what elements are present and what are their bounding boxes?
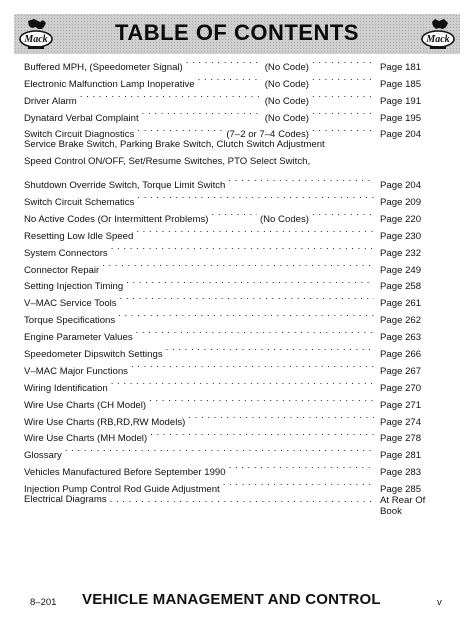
- dot-leader: [110, 492, 374, 509]
- toc-entry-page: At Rear Of Book: [380, 495, 426, 518]
- svg-text:Mack: Mack: [24, 34, 48, 45]
- toc-entry-page: Page 258: [380, 281, 422, 293]
- toc-entry-page: Page 261: [380, 298, 422, 310]
- dot-leader: [80, 87, 262, 104]
- toc-entry-title: Shutdown Override Switch, Torque Limit Switch: [24, 180, 226, 192]
- toc-entry-title: Setting Injection Timing: [24, 281, 124, 293]
- toc-entry-title: Wire Use Charts (RB,RD,RW Models): [24, 416, 186, 428]
- toc-entry-title: Speedometer Dipswitch Settings: [24, 349, 163, 361]
- footer-roman-numeral: v: [437, 597, 442, 608]
- toc-entry-page: Page 271: [380, 399, 422, 411]
- dot-leader: [312, 104, 374, 121]
- dot-leader: [136, 222, 374, 239]
- toc-entry-code: (No Codes): [259, 213, 309, 225]
- toc-entry-page: Page 262: [380, 315, 422, 327]
- toc-entry-title: No Active Codes (Or Intermittent Problems): [24, 213, 209, 225]
- toc-entry-page: Page 204: [380, 129, 422, 141]
- toc-entry-title: Driver Alarm: [24, 95, 77, 107]
- dot-leader: [312, 53, 374, 70]
- footer-title: VEHICLE MANAGEMENT AND CONTROL: [82, 591, 381, 608]
- dot-leader: [150, 425, 374, 442]
- header-banner: [14, 14, 460, 54]
- dot-leader: [186, 53, 262, 70]
- toc-entry-title: Injection Pump Control Rod Guide Adjustment: [24, 484, 220, 496]
- toc-entry: [24, 171, 428, 192]
- toc-entry-code: (7–2 or 7–4 Codes): [226, 129, 309, 141]
- toc-entry-page: Page 283: [380, 467, 422, 479]
- dot-leader: [211, 205, 256, 222]
- toc-entry-page: Page 249: [380, 264, 422, 276]
- toc-entry-title: Engine Parameter Values: [24, 332, 133, 344]
- toc-entry-title: Switch Circuit Diagnostics: [24, 129, 135, 141]
- dot-leader: [166, 340, 374, 357]
- dot-leader: [312, 87, 374, 104]
- dot-leader: [126, 273, 374, 290]
- toc-entry-title: Glossary: [24, 450, 62, 462]
- toc-entry-title: Switch Circuit Schematics: [24, 197, 135, 209]
- toc-entry: [24, 137, 428, 154]
- dot-leader: [149, 391, 374, 408]
- toc-entry-title: Resetting Low Idle Speed: [24, 230, 134, 242]
- dot-leader: [198, 70, 262, 87]
- dot-leader: [223, 475, 374, 492]
- bulldog-icon: [420, 17, 456, 51]
- toc-entry-title: Torque Specifications: [24, 315, 116, 327]
- toc-entry-code: (No Code): [264, 112, 309, 124]
- toc-entry-page: Page 285: [380, 484, 422, 496]
- toc-entry-code: (No Code): [264, 95, 309, 107]
- toc-entry-page: Page 220: [380, 213, 422, 225]
- toc-entry-page: Page 232: [380, 247, 422, 259]
- toc-entry-page: Page 209: [380, 197, 422, 209]
- toc-entry-page: Page 281: [380, 450, 422, 462]
- footer-page-number: 8–201: [30, 597, 57, 608]
- dot-leader: [111, 239, 374, 256]
- toc-entry-page: Page 270: [380, 382, 422, 394]
- toc-entry-page: Page 230: [380, 230, 422, 242]
- dot-leader: [137, 121, 223, 138]
- toc-entry: [24, 492, 428, 522]
- dot-leader: [118, 306, 374, 323]
- page-title: TABLE OF CONTENTS: [115, 20, 359, 45]
- toc-entry-title: V–MAC Major Functions: [24, 365, 128, 377]
- table-of-contents: [24, 53, 428, 522]
- toc-entry-page: Page 204: [380, 180, 422, 192]
- toc-entry-code: (No Code): [264, 61, 309, 73]
- toc-entry-title: Connector Repair: [24, 264, 100, 276]
- toc-entry-title: System Connectors: [24, 247, 108, 259]
- toc-entry-title: Buffered MPH, (Speedometer Signal): [24, 61, 183, 73]
- dot-leader: [136, 323, 374, 340]
- dot-leader: [312, 205, 374, 222]
- dot-leader: [65, 441, 374, 458]
- toc-entry: [24, 87, 428, 107]
- toc-entry-page: Page 274: [380, 416, 422, 428]
- toc-entry: [24, 458, 428, 479]
- dot-leader: [312, 121, 374, 138]
- toc-entry-title: Wire Use Charts (MH Model): [24, 433, 148, 445]
- svg-text:Mack: Mack: [426, 34, 450, 45]
- toc-entry-page: Page 263: [380, 332, 422, 344]
- dot-leader: [188, 408, 374, 425]
- dot-leader: [228, 171, 374, 188]
- toc-entry-page: Page 266: [380, 349, 422, 361]
- toc-entry-page: Page 181: [380, 61, 422, 73]
- dot-leader: [102, 256, 374, 273]
- mack-bulldog-logo-right: [420, 17, 456, 51]
- toc-entry-page: Page 267: [380, 365, 422, 377]
- toc-entry: [24, 53, 428, 73]
- toc-entry: [24, 104, 428, 124]
- dot-leader: [131, 357, 374, 374]
- dot-leader: [111, 374, 374, 391]
- toc-entry-code: (No Code): [264, 78, 309, 90]
- dot-leader: [120, 289, 374, 306]
- toc-entry-page: Page 185: [380, 78, 422, 90]
- toc-entry-title: Vehicles Manufactured Before September 1990: [24, 467, 226, 479]
- toc-entry-title: Electronic Malfunction Lamp Inoperative: [24, 78, 195, 90]
- toc-entry-page: Page 278: [380, 433, 422, 445]
- dot-leader: [229, 458, 374, 475]
- toc-entry: [24, 441, 428, 462]
- toc-entry-page: Page 195: [380, 112, 422, 124]
- toc-entry-title: V–MAC Service Tools: [24, 298, 117, 310]
- toc-entry-title: Speed Control ON/OFF, Set/Resume Switches, PTO Select Switch,: [24, 156, 311, 168]
- toc-entry-title: Wiring Identification: [24, 382, 108, 394]
- dot-leader: [137, 188, 374, 205]
- toc-entry: [24, 154, 428, 171]
- toc-entry-title: Wire Use Charts (CH Model): [24, 399, 147, 411]
- toc-entry-title: Service Brake Switch, Parking Brake Switch, Clutch Switch Adjustment: [24, 139, 325, 151]
- dot-leader: [142, 104, 262, 121]
- dot-leader: [312, 70, 374, 87]
- toc-entry-page: Page 191: [380, 95, 422, 107]
- toc-entry-title: Dynatard Verbal Complaint: [24, 112, 139, 124]
- toc-entry-title: Electrical Diagrams: [24, 494, 107, 506]
